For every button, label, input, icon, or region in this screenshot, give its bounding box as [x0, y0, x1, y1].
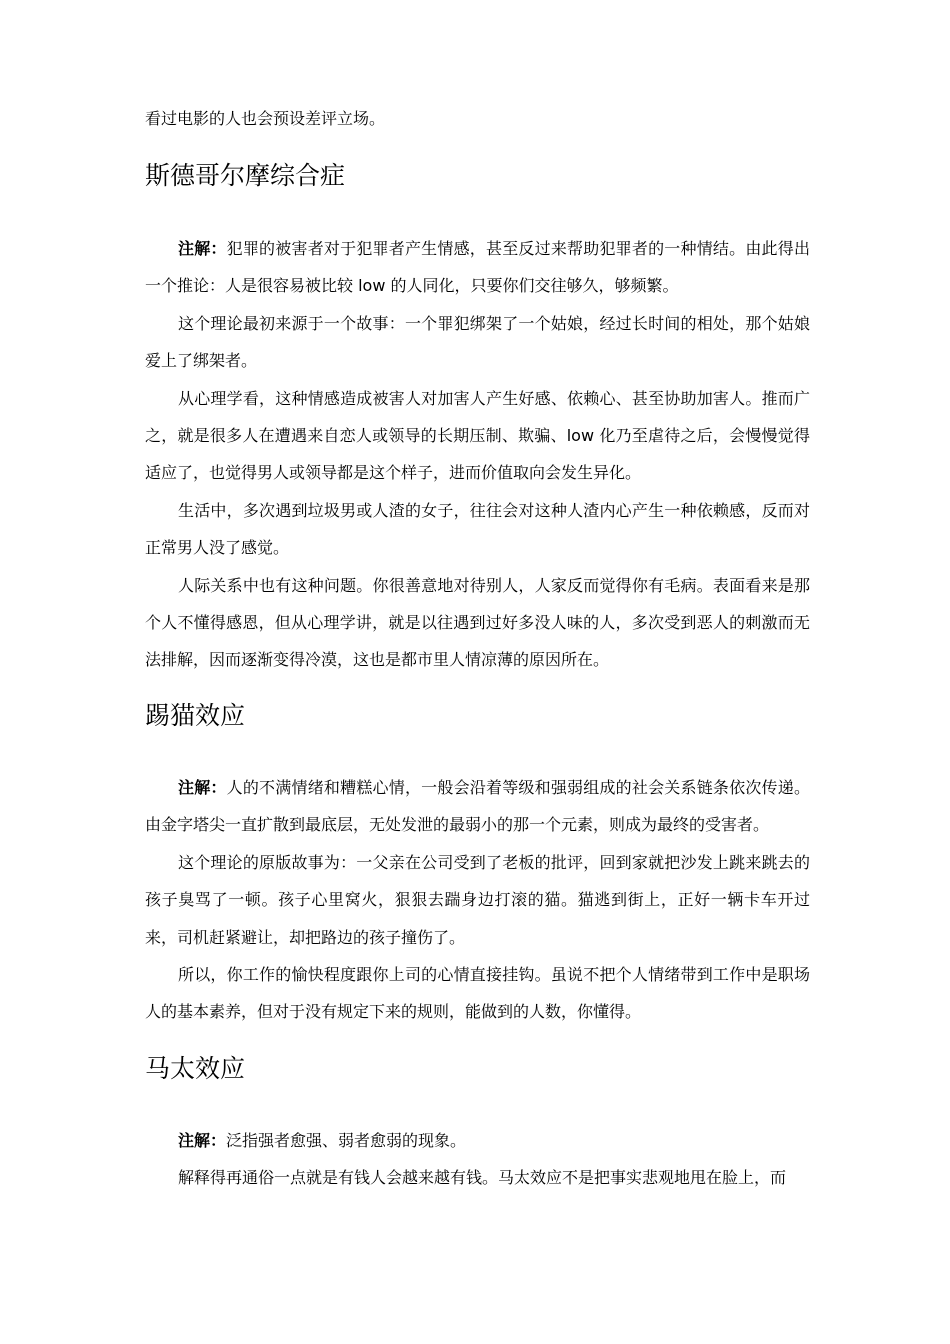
note-text: 犯罪的被害者对于犯罪者产生情感，甚至反过来帮助犯罪者的一种情结。由此得出一个推论：人是很容易被比较 low 的人同化，只要你们交往够久，够频繁。 [145, 239, 810, 296]
note-paragraph [145, 230, 810, 305]
note-label: 注解： [178, 239, 227, 258]
body-paragraph: 人际关系中也有这种问题。你很善意地对待别人，人家反而觉得你有毛病。表面看来是那个人不懂得感恩，但从心理学讲，就是以往遇到过好多没人味的人，多次受到恶人的刺激而无法排解，因而逐渐变得冷漠，这也是都市里人情凉薄的原因所在。 [145, 575, 810, 670]
body-paragraph: 所以，你工作的愉快程度跟你上司的心情直接挂钩。虽说不把个人情绪带到工作中是职场人的基本素养，但对于没有规定下来的规则，能做到的人数，你懂得。 [145, 965, 810, 1022]
intro-block [145, 100, 810, 137]
note-text: 人的不满情绪和糟糕心情，一般会沿着等级和强弱组成的社会关系链条依次传递。由金字塔尖一直扩散到最底层，无处发泄的最弱小的那一个元素，则成为最终的受害者。 [145, 778, 810, 835]
section-title-matthew: 马太效应 [145, 1054, 246, 1083]
section-title-kick-cat: 踢猫效应 [145, 701, 246, 730]
body-paragraph: 生活中，多次遇到垃圾男或人渣的女子，往往会对这种人渣内心产生一种依赖感，反而对正常男人没了感觉。 [145, 500, 810, 558]
note-label: 注解： [178, 1131, 227, 1150]
body-paragraph: 从心理学看，这种情感造成被害人对加害人产生好感、依赖心、甚至协助加害人。推而广之，就是很多人在遭遇来自恋人或领导的长期压制、欺骗、low 化乃至虐待之后，会慢慢觉得适应了，也觉得男人或领导都是这个样子，进而价值取向会发生异化。 [145, 388, 810, 483]
section-body-kick-cat [145, 769, 810, 1031]
body-paragraph: 这个理论的原版故事为：一父亲在公司受到了老板的批评，回到家就把沙发上跳来跳去的孩子臭骂了一顿。孩子心里窝火，狠狠去踹身边打滚的猫。猫逃到街上，正好一辆卡车开过来，司机赶紧避让，却把路边的孩子撞伤了。 [145, 852, 810, 947]
note-text: 泛指强者愈强、弱者愈弱的现象。 [226, 1131, 467, 1150]
body-paragraph: 这个理论最初来源于一个故事：一个罪犯绑架了一个姑娘，经过长时间的相处，那个姑娘爱上了绑架者。 [145, 313, 810, 371]
note-paragraph [145, 769, 810, 844]
note-paragraph [145, 1122, 810, 1159]
section-body-matthew [145, 1122, 810, 1197]
intro-paragraph: 看过电影的人也会预设差评立场。 [145, 109, 386, 128]
section-title-stockholm: 斯德哥尔摩综合症 [145, 161, 346, 190]
body-paragraph: 解释得再通俗一点就是有钱人会越来越有钱。马太效应不是把事实悲观地甩在脸上，而 [178, 1168, 787, 1188]
note-label: 注解： [178, 778, 227, 797]
section-body-stockholm [145, 230, 810, 679]
